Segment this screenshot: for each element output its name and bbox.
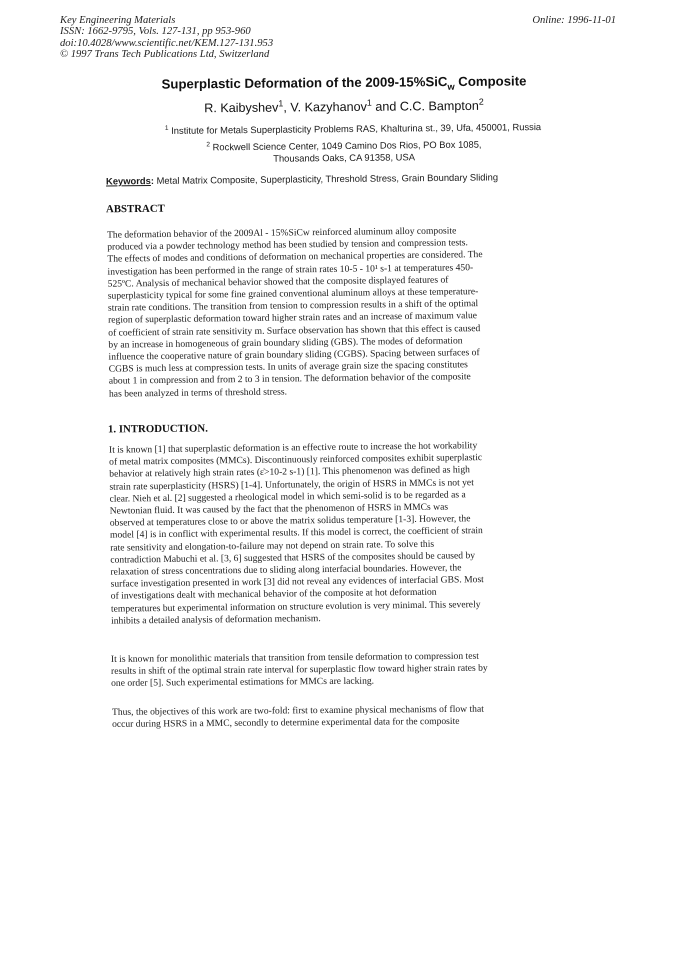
paper-title: Superplastic Deformation of the 2009-15%SiC$_w$ Composite <box>161 73 527 92</box>
text-line: influence the cooperative nature of grain boundary sliding (CGBS). Spacing between surfaces of <box>108 347 480 363</box>
text-line: investigation has been performed in the range of strain rates 10-5 - 10¹ s-1 at temperatures 450- <box>107 261 474 278</box>
introduction-paragraph-3 <box>112 703 546 731</box>
text-line: rate sensitivity and elongation-to-failure may not depend on strain rate. To solve this <box>110 538 435 554</box>
text-line: one order [5]. Such experimental estimations for MMCs are lacking. <box>111 676 375 690</box>
text-line: by an increase in homogeneous of grain boundary sliding (GBS). The modes of deformation <box>108 335 463 351</box>
abstract-body <box>107 224 543 400</box>
text-line: surface investigation presented in work [3] did not reveal any evidences of interfacial GBS. Most <box>110 574 484 590</box>
text-line: results in shift of the optimal strain rate interval for superplastic flow toward higher strain rates by <box>110 662 488 678</box>
keywords: Keywords: Metal Matrix Composite, Superplasticity, Threshold Stress, Grain Boundary Sliding <box>105 171 499 187</box>
text-line: The deformation behavior of the 2009Al - 15%SiCw reinforced aluminum alloy composite <box>106 225 457 241</box>
text-line: relaxation of stress concentrations due to sliding along interfacial boundaries. However, the <box>110 562 462 578</box>
abstract-heading: ABSTRACT <box>105 202 165 216</box>
journal-copyright: © 1997 Trans Tech Publications Ltd, Switzerland <box>60 49 270 61</box>
journal-doi: doi:10.4028/www.scientific.net/KEM.127-131.953 <box>60 37 274 49</box>
affiliation-2: $^2$ Rockwell Science Center, 1049 Camino Dos Rios, PO Box 1085, Thousands Oaks, CA 91358, USA <box>206 138 482 164</box>
text-line: 525ºC. Analysis of mechanical behavior showed that the composite displayed features of <box>107 274 449 290</box>
text-line: strain rate superplasticity (HSRS) [1-4]. Unfortunately, the origin of HSRS in MMCs is not yet <box>109 476 474 493</box>
text-line: model [4] is in conflict with experimental results. If this model is correct, the coefficient of strain <box>109 525 483 542</box>
text-line: observed at temperatures close to or above the matrix solidus temperature [1-3]. However, the <box>109 513 471 529</box>
text-line: It is known [1] that superplastic deformation is an effective route to increase the hot workability <box>108 440 478 456</box>
text-line: about 1 in compression and from 2 to 3 in tension. The deformation behavior of the composite <box>108 371 471 388</box>
author-name: V. Kazyhanov <box>290 99 367 115</box>
journal-issn: ISSN: 1662-9795, Vols. 127-131, pp 953-960 <box>60 26 251 38</box>
author-name: R. Kaibyshev <box>204 100 279 116</box>
text-line: occur during HSRS in a MMC, secondly to determine experimental data for the composite <box>112 716 460 731</box>
text-line: Newtonian fluid. It was caused by the fact that the phenomenon of HSRS in MMCs was <box>109 501 449 517</box>
text-line: of coefficient of strain rate sensitivity m. Surface observation has shown that this effect is caused <box>108 322 481 339</box>
author-name: C.C. Bampton <box>399 98 479 114</box>
affiliation-1: $^1$ Institute for Metals Superplasticity Problems RAS, Khalturina st., 39, Ufa, 450001, Russia <box>164 121 542 136</box>
text-line: strain rate conditions. The transition from tension to compression results in a shift of the optimal <box>107 298 479 314</box>
text-line: of investigations dealt with mechanical behavior of the composite at hot deformation <box>110 587 437 603</box>
online-date: Online: 1996-11-01 <box>532 15 616 26</box>
author-list: R. Kaibyshev$^1$, V. Kazyhanov$^1$ and C.C. Bampton$^2$ <box>204 96 484 116</box>
text-line: contradiction Mabuchi et al. [3, 6] suggested that HSRS of the composites should be caused by <box>110 550 476 566</box>
introduction-paragraph-2 <box>111 650 545 690</box>
text-line: produced via a powder technology method has been studied by tension and compression tests. <box>107 237 468 253</box>
text-line: clear. Nieh et al. [2] suggested a rheological model in which semi-solid is to be regarded as a <box>109 489 466 505</box>
introduction-paragraph-1 <box>109 439 545 627</box>
text-line: inhibits a detailed analysis of deformation mechanism. <box>110 612 321 627</box>
text-line: superplasticity typical for some fine grained conventional aluminum alloys at these temperature- <box>107 286 479 302</box>
text-line: behavior at relatively high strain rates (ε̇>10-2 s-1) [1]. This phenomenon was defined as high <box>109 464 470 481</box>
text-line: temperatures but experimental information on structure evolution is very minimal. This severely <box>110 598 481 615</box>
journal-name: Key Engineering Materials <box>60 15 176 26</box>
text-line: of metal matrix composites (MMCs). Discontinuously reinforced composites exhibit superplastic <box>109 452 483 468</box>
keywords-label: Keywords <box>105 174 151 187</box>
text-line: region of superplastic deformation toward higher strain rates and an increase of maximum value <box>108 310 478 327</box>
text-line: Thus, the objectives of this work are two-fold: first to examine physical mechanisms of flow that <box>111 703 484 718</box>
text-line: has been analyzed in terms of threshold stress. <box>108 386 288 400</box>
text-line: CGBS is much less at compression tests. In units of average grain size the spacing constitutes <box>108 359 468 375</box>
text-line: It is known for monolithic materials that transition from tensile deformation to compression test <box>110 650 479 665</box>
introduction-heading: 1. INTRODUCTION. <box>107 422 208 436</box>
journal-header <box>60 15 273 61</box>
keywords-text: Metal Matrix Composite, Superplasticity, Threshold Stress, Grain Boundary Sliding <box>153 171 499 186</box>
text-line: The effects of modes and conditions of deformation on mechanical properties are considered. The <box>107 249 483 266</box>
